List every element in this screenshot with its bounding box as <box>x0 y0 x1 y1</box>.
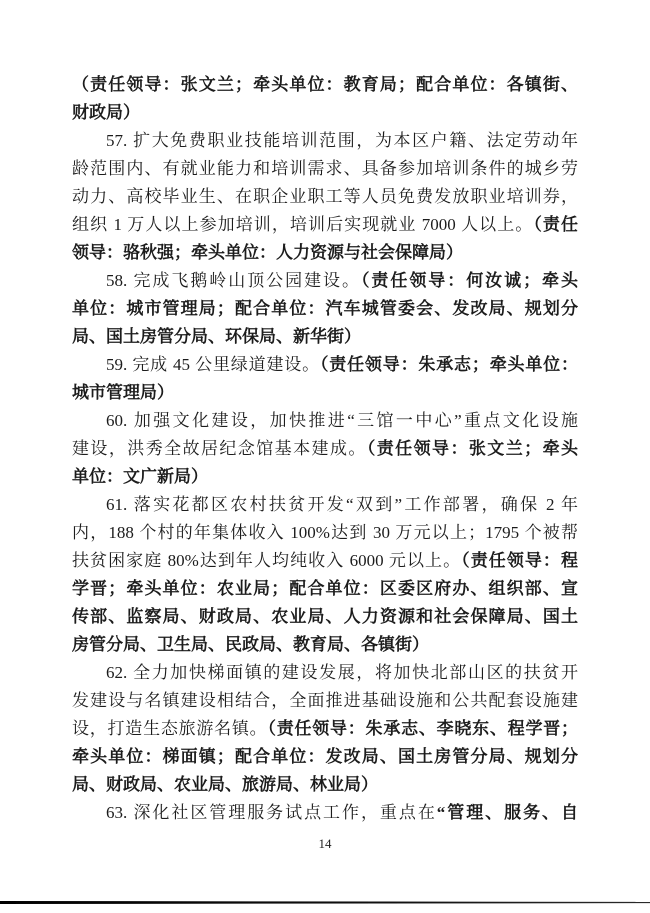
bold-text-run: 局、财政局、农业局、旅游局、林业局） <box>72 775 378 794</box>
page-number: 14 <box>318 836 332 851</box>
document-line <box>72 687 578 715</box>
bold-text-run: 局、国土房管分局、环保局、新华街） <box>72 327 361 346</box>
bold-text-run: （责任 <box>533 215 578 234</box>
bold-text-run: 学晋；牵头单位：农业局；配合单位：区委区府办、组织部、宣 <box>72 579 578 598</box>
bold-text-run: 财政局） <box>72 103 140 122</box>
document-line <box>72 547 578 575</box>
text-run: 扶贫困家庭 80%达到年人均纯收入 6000 元以上。 <box>72 551 462 570</box>
document-line <box>72 99 578 127</box>
bold-text-run: （责任领导：朱承志；牵头单位： <box>319 355 578 374</box>
text-run: 60. 加强文化建设，加快推进“三馆一中心”重点文化设施 <box>106 411 578 430</box>
bold-text-run: （责任领导：程 <box>461 551 578 570</box>
text-run: 发建设与名镇建设相结合，全面推进基础设施和公共配套设施建 <box>72 691 578 710</box>
bold-text-run: （责任领导：朱承志、李晓东、程学晋； <box>267 719 578 738</box>
bold-text-run: （责任领导：张文兰；牵头单位：教育局；配合单位：各镇街、 <box>72 75 578 94</box>
document-line <box>72 295 578 323</box>
document-line <box>72 379 578 407</box>
document-line <box>72 407 578 435</box>
bold-text-run: 单位：文广新局） <box>72 467 208 486</box>
text-run: 组织 1 万人以上参加培训，培训后实现就业 7000 人以上。 <box>72 215 534 234</box>
text-run: 58. 完成飞鹅岭山顶公园建设。 <box>106 271 361 290</box>
document-line <box>72 715 578 743</box>
text-run: 59. 完成 45 公里绿道建设。 <box>106 355 320 374</box>
bold-text-run: 单位：城市管理局；配合单位：汽车城管委会、发改局、规划分 <box>72 299 578 318</box>
bold-text-run: 房管分局、卫生局、民政局、教育局、各镇街） <box>72 635 429 654</box>
text-run: 63. 深化社区管理服务试点工作，重点在 <box>106 803 437 822</box>
text-run: 57. 扩大免费职业技能培训范围，为本区户籍、法定劳动年 <box>106 131 578 150</box>
bold-text-run: “管理、服务、自 <box>436 803 578 822</box>
document-line <box>72 71 578 99</box>
document-line <box>72 519 578 547</box>
bold-text-run: 牵头单位：梯面镇；配合单位：发改局、国土房管分局、规划分 <box>72 747 578 766</box>
document-line <box>72 491 578 519</box>
bold-text-run: 城市管理局） <box>72 383 174 402</box>
scan-edge-artifact <box>0 901 650 904</box>
document-line <box>72 771 578 799</box>
document-line <box>72 463 578 491</box>
text-run: 设，打造生态旅游名镇。 <box>72 719 268 738</box>
document-body <box>72 71 578 827</box>
text-run: 内，188 个村的年集体收入 100%达到 30 万元以上；1795 个被帮 <box>72 523 578 542</box>
document-line <box>72 575 578 603</box>
document-line <box>72 435 578 463</box>
text-run: 龄范围内、有就业能力和培训需求、具备参加培训条件的城乡劳 <box>72 159 578 178</box>
text-run: 61. 落实花都区农村扶贫开发“双到”工作部署，确保 2 年 <box>106 495 578 514</box>
document-line <box>72 603 578 631</box>
document-line <box>72 127 578 155</box>
text-run: 动力、高校毕业生、在职企业职工等人员免费发放职业培训券， <box>72 187 578 206</box>
document-line <box>72 155 578 183</box>
bold-text-run: 传部、监察局、财政局、农业局、人力资源和社会保障局、国土 <box>72 607 578 626</box>
document-line <box>72 323 578 351</box>
text-run: 62. 全力加快梯面镇的建设发展，将加快北部山区的扶贫开 <box>106 663 578 682</box>
bold-text-run: （责任领导：张文兰；牵头 <box>366 439 578 458</box>
bold-text-run: 领导：骆秋强；牵头单位：人力资源与社会保障局） <box>72 243 463 262</box>
document-line <box>72 211 578 239</box>
document-line <box>72 743 578 771</box>
document-line <box>72 239 578 267</box>
document-line <box>72 267 578 295</box>
document-line <box>72 351 578 379</box>
document-line <box>72 799 578 827</box>
document-line <box>72 183 578 211</box>
bold-text-run: （责任领导：何汝诚；牵头 <box>360 271 578 290</box>
text-run: 建设，洪秀全故居纪念馆基本建成。 <box>72 439 367 458</box>
document-line <box>72 631 578 659</box>
document-line <box>72 659 578 687</box>
